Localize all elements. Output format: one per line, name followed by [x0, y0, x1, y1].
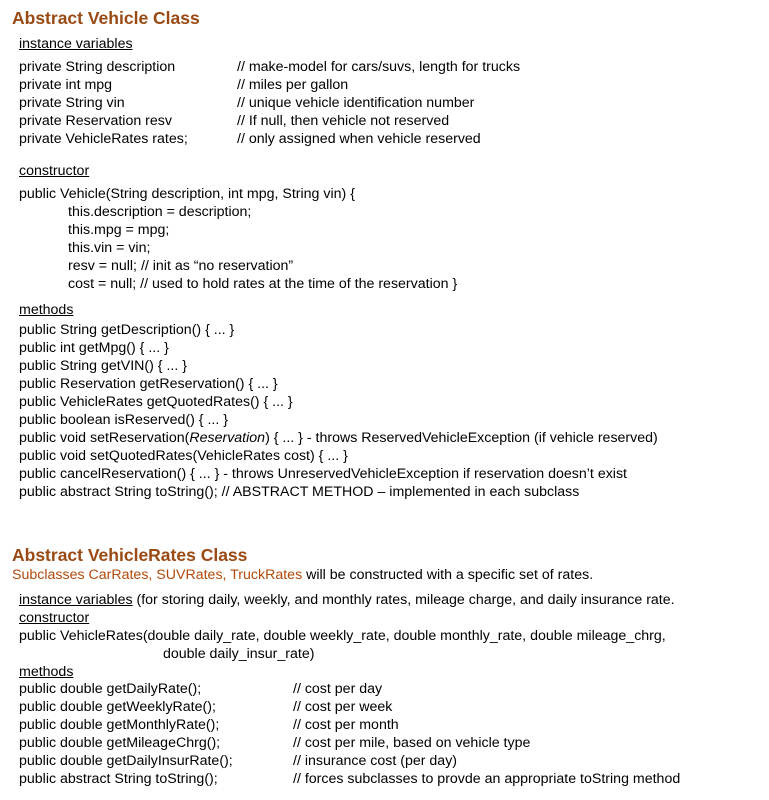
- ctor-body-line: resv = null; // init as “no reservation”: [68, 258, 294, 274]
- method-line-set-reservation: [19, 429, 658, 447]
- vehicle-class-title: Abstract Vehicle Class: [12, 8, 200, 28]
- method-line: public String getVIN() { ... }: [19, 358, 187, 374]
- rates-class-title: Abstract VehicleRates Class: [12, 545, 248, 565]
- method-line: public cancelReservation() { ... } - throws UnreservedVehicleException if reservation doesn’t exist: [19, 466, 627, 482]
- method-line: public String getDescription() { ... }: [19, 322, 235, 338]
- ctor-body-line: this.description = description;: [68, 204, 252, 220]
- rates-ctor-signature-cont: double daily_insur_rate): [163, 646, 315, 662]
- field-comment: // only assigned when vehicle reserved: [237, 131, 481, 147]
- vehicle-iv-heading: instance variables: [19, 36, 133, 52]
- rates-method-decl: public abstract String toString();: [19, 771, 218, 787]
- rates-iv-line: [19, 591, 675, 609]
- rates-ctor-signature: public VehicleRates(double daily_rate, double weekly_rate, double monthly_rate, double mileage_chrg,: [19, 628, 666, 644]
- method-line: public boolean isReserved() { ... }: [19, 412, 228, 428]
- ctor-body-line: cost = null; // used to hold rates at the time of the reservation }: [68, 276, 458, 292]
- rates-iv-heading: instance variables: [19, 592, 133, 608]
- rates-method-comment: // cost per month: [293, 717, 399, 733]
- rates-method-decl: public double getMonthlyRate();: [19, 717, 220, 733]
- rates-method-comment: // cost per week: [293, 699, 393, 715]
- rates-method-decl: public double getMileageChrg();: [19, 735, 221, 751]
- rates-subclasses-line: [12, 566, 593, 584]
- method-line: public int getMpg() { ... }: [19, 340, 169, 356]
- field-comment: // miles per gallon: [237, 77, 349, 93]
- rates-iv-description: (for storing daily, weekly, and monthly rates, mileage charge, and daily insurance rate.: [132, 592, 675, 608]
- set-reservation-param: Reservation: [189, 430, 266, 446]
- field-comment: // unique vehicle identification number: [237, 95, 475, 111]
- field-decl: private VehicleRates rates;: [19, 131, 188, 147]
- field-decl: private Reservation resv: [19, 113, 172, 129]
- rates-method-comment: // forces subclasses to provde an appropriate toString method: [293, 771, 681, 787]
- rates-subclasses-names: Subclasses CarRates, SUVRates, TruckRates: [12, 567, 303, 583]
- vehicle-ctor-heading: constructor: [19, 163, 90, 179]
- ctor-body-line: this.vin = vin;: [68, 240, 151, 256]
- method-line: public void setQuotedRates(VehicleRates cost) { ... }: [19, 448, 348, 464]
- method-line: public Reservation getReservation() { ... }: [19, 376, 278, 392]
- rates-subclasses-text: will be constructed with a specific set of rates.: [302, 567, 594, 583]
- rates-method-comment: // cost per mile, based on vehicle type: [293, 735, 531, 751]
- field-decl: private int mpg: [19, 77, 113, 93]
- set-reservation-suffix: ) { ... } - throws ReservedVehicleException (if vehicle reserved): [265, 430, 658, 446]
- rates-ctor-heading: constructor: [19, 610, 90, 626]
- field-comment: // make-model for cars/suvs, length for trucks: [237, 59, 521, 75]
- rates-method-decl: public double getWeeklyRate();: [19, 699, 216, 715]
- rates-methods-heading: methods: [19, 664, 74, 680]
- rates-method-decl: public double getDailyRate();: [19, 681, 202, 697]
- method-line: public abstract String toString(); // ABSTRACT METHOD – implemented in each subclass: [19, 484, 580, 500]
- rates-method-decl: public double getDailyInsurRate();: [19, 753, 233, 769]
- field-decl: private String vin: [19, 95, 125, 111]
- set-reservation-prefix: public void setReservation(: [19, 430, 190, 446]
- vehicle-ctor-signature: public Vehicle(String description, int mpg, String vin) {: [19, 186, 355, 202]
- rates-method-comment: // cost per day: [293, 681, 383, 697]
- ctor-body-line: this.mpg = mpg;: [68, 222, 170, 238]
- field-decl: private String description: [19, 59, 176, 75]
- method-line: public VehicleRates getQuotedRates() { ... }: [19, 394, 293, 410]
- vehicle-methods-heading: methods: [19, 302, 74, 318]
- field-comment: // If null, then vehicle not reserved: [237, 113, 450, 129]
- rates-method-comment: // insurance cost (per day): [293, 753, 458, 769]
